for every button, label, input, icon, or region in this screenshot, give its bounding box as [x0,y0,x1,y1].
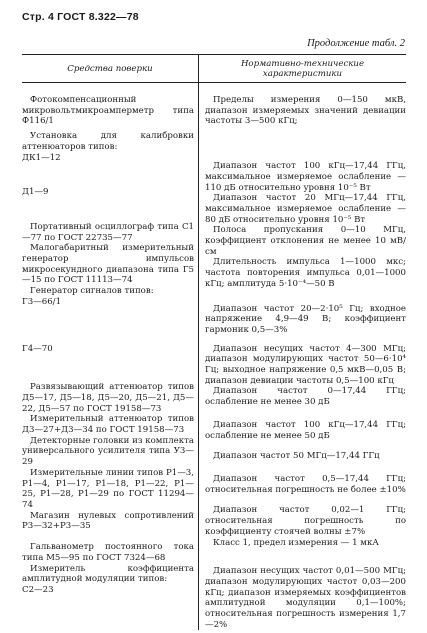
table-entry: Диапазон частот 100 кГц—17,44 ГГц, максимальное измеряемое ослабление — 110 дБ относительно уровня 10⁻⁵ Вт [205,161,406,193]
table-entry: Детекторные головки из комплекта универсального усилителя типа У3—29 [22,435,194,468]
table-entry: Диапазон частот 0,5—17,44 ГГц; относительная погрешность не более ±10% [205,473,406,495]
column-header-means: Средства поверки [22,55,199,83]
table-entry: Генератор сигналов типов: [30,286,154,297]
table-row [22,83,406,631]
table-continuation-label: Продолжение табл. 2 [307,38,405,49]
table-entry: Диапазон частот 0—17,44 ГГц; ослабление не менее 30 дБ [205,386,406,408]
table-entry: Портативный осциллограф типа С1—77 по ГОСТ 22735—77 [22,221,194,243]
table-entry: Измерительный аттенюатор типов Д3—27+Д3—34 по ГОСТ 19158—73 [22,414,194,436]
table-entry: ДК1—12 [22,152,61,163]
table-entry: Г3—66/1 [22,296,62,307]
table-entry: Магазин нулевых сопротивлений Р3—32+Р3—35 [22,510,194,532]
table-entry: Диапазон несущих частот 0,01—500 МГц; диапазон модулирующих частот 0,03—200 кГц; диапазон измеряемых коэффициентов амплитудной модуляции 0,1—100%; относительная погрешность измерения 1,7—2% [205,566,406,630]
table-entry: Диапазон несущих частот 4—300 МГц; диапазон модулирующих частот 50—6·10⁴ Гц; выходное напряжение 0,5 мкВ—0,05 В; диапазон девиации частоты 0,5—100 кГц [205,343,406,386]
table-entry: Развязывающий аттенюатор типов Д5—17, Д5—18, Д5—20, Д5—21, Д5—22, Д5—57 по ГОСТ 19158—73 [22,382,194,414]
table-entry: Фотокомпенсационный микровольтмикроамперметр типа Ф116/1 [22,95,194,127]
table-entry: Гальванометр постоянного тока типа М5—95 по ГОСТ 7324—68 [22,542,194,563]
table-entry: Полоса пропускания 0—10 МГц, коэффициент отклонения не менее 10 мВ/см [205,225,406,257]
right-column [199,83,407,631]
table-entry: Диапазон частот 50 МГц—17,44 ГГц [213,451,380,462]
column-header-characteristics: Нормативно-технические характеристики [199,55,407,83]
table-entry: Пределы измерения 0—150 мкВ, диапазон измеряемых значений девиации частоты 3—500 кГц; [205,95,406,127]
table-entry: Установка для калибровки аттенюаторов типов: [22,131,194,152]
verification-table [22,54,406,630]
table-entry: Длительность импульса 1—1000 мкс; частота повторения импульса 0,01—1000 кГц; амплитуда 5·10⁻⁴—50 В [205,257,406,289]
table-entry: Диапазон частот 0,02—1 ГГц; относительная погрешность по коэффициенту стоячей волны ±7% [205,505,406,537]
table-entry: Диапазон частот 20 МГц—17,44 ГГц, максимальное измеряемое ослабление — 80 дБ относительно уровня 10⁻⁵ Вт [205,193,406,225]
table-header-row [22,55,406,83]
table-entry: С2—23 [22,584,54,595]
page-header: Стр. 4 ГОСТ 8.322—78 [22,11,139,23]
table-entry: Диапазон частот 20—2·10⁵ Гц; входное напряжение 4,9—49 В; коэффициент гармоник 0,5—3% [205,303,406,335]
table-entry: Класс 1, предел измерения — 1 мкА [213,537,379,548]
table-entry: Д1—9 [22,187,49,198]
left-column [22,83,199,631]
table-entry: Измеритель коэффициента амплитудной модуляции типов: [22,563,194,585]
table-entry: Г4—70 [22,343,53,354]
table-entry: Измерительные линии типов Р1—3, Р1—4, Р1—17, Р1—18, Р1—22, Р1—25, Р1—28, Р1—29 по ГОСТ 11294—74 [22,467,194,510]
table-entry: Диапазон частот 100 кГц—17,44 ГГц; ослабление не менее 50 дБ [205,419,406,441]
table-entry: Малогабаритный измерительный генератор импульсов микросекундного диапазона типа Г5—15 по ГОСТ 11113—74 [22,243,194,286]
